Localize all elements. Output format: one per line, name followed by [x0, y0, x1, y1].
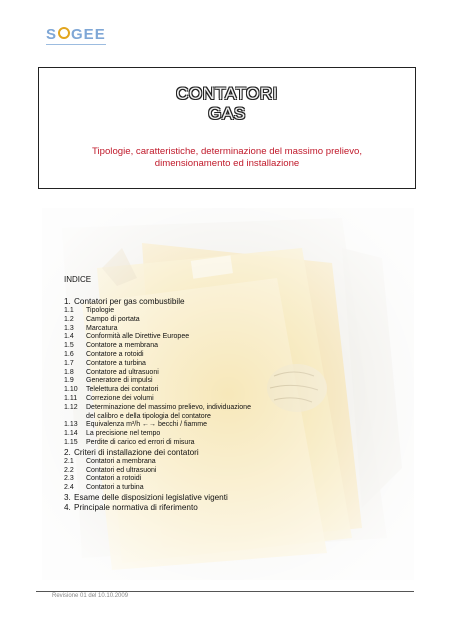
toc-label: Correzione dei volumi	[86, 394, 154, 402]
footer-divider	[36, 591, 414, 592]
toc-number: 1.	[64, 297, 71, 306]
toc-item	[64, 421, 404, 430]
toc-label: Generatore di impulsi	[86, 377, 153, 385]
toc-number: 2.2	[64, 466, 74, 474]
toc-number: 2.4	[64, 484, 74, 492]
toc-item	[64, 395, 404, 404]
toc-label: Equivalenza m³/h ←→ becchi / fiamme	[86, 421, 207, 429]
toc-item	[64, 360, 404, 369]
index-title: INDICE	[64, 275, 92, 284]
toc-section-4	[64, 503, 404, 513]
toc-label: Contatori a rotoidi	[86, 475, 142, 483]
toc-number: 2.1	[64, 457, 74, 465]
toc-number: 1.2	[64, 315, 74, 323]
toc-item	[64, 467, 404, 476]
toc-label: Principale normativa di riferimento	[74, 502, 198, 512]
toc-label: La precisione nel tempo	[86, 430, 161, 438]
toc-item	[64, 325, 404, 334]
toc-number: 4.	[64, 502, 71, 512]
toc-number: 1.8	[64, 368, 74, 376]
toc-item	[64, 458, 404, 467]
toc-item	[64, 307, 404, 316]
toc-label: Contatore a turbina	[86, 359, 146, 367]
toc-number: 2.	[64, 447, 71, 457]
logo-letters-gee: GEE	[71, 25, 106, 43]
toc-item-continuation	[64, 413, 404, 422]
toc-item	[64, 342, 404, 351]
toc-item	[64, 386, 404, 395]
toc-section-1	[64, 297, 404, 307]
toc-number: 1.13	[64, 421, 78, 429]
toc-number: 1.6	[64, 350, 74, 358]
toc-label: Conformità alle Direttive Europee	[86, 333, 190, 341]
subtitle-line-2: dimensionamento ed installazione	[154, 158, 300, 169]
toc-item	[64, 333, 404, 342]
toc-label: Contatore ad ultrasuoni	[86, 368, 159, 376]
logo-o-circle-icon	[58, 27, 70, 39]
toc-number: 3.	[64, 492, 71, 502]
toc-label: Contatore a rotoidi	[86, 350, 144, 358]
toc-label: Marcatura	[86, 324, 118, 332]
toc-label: Perdite di carico ed errori di misura	[86, 438, 195, 446]
toc-item	[64, 404, 404, 413]
toc-number: 1.7	[64, 359, 74, 367]
table-of-contents	[64, 275, 404, 513]
toc-item	[64, 439, 404, 448]
toc-section-2	[64, 448, 404, 458]
toc-item	[64, 351, 404, 360]
toc-item	[64, 369, 404, 378]
toc-label: Contatore a membrana	[86, 342, 158, 350]
toc-label: Contatori per gas combustibile	[74, 297, 185, 306]
toc-label: Criteri di installazione dei contatori	[74, 447, 199, 457]
toc-label: del calibro e della tipologia del contatore	[86, 412, 211, 420]
toc-number: 1.14	[64, 430, 78, 438]
toc-number: 1.12	[64, 403, 78, 411]
toc-item	[64, 475, 404, 484]
toc-number: 1.9	[64, 377, 74, 385]
subtitle	[45, 146, 409, 170]
sogee-logo	[46, 24, 106, 44]
toc-number: 1.10	[64, 386, 78, 394]
toc-item	[64, 484, 404, 493]
toc-label: Campo di portata	[86, 315, 140, 323]
logo-letter-s: S	[46, 25, 58, 43]
toc-item	[64, 430, 404, 439]
toc-label: Contatori ed ultrasuoni	[86, 466, 157, 474]
toc-number: 1.5	[64, 342, 74, 350]
toc-label: Esame delle disposizioni legislative vigenti	[74, 492, 228, 502]
toc-number: 1.3	[64, 324, 74, 332]
toc-number: 1.15	[64, 438, 78, 446]
toc-label: Tipologie	[86, 307, 115, 314]
toc-item	[64, 316, 404, 325]
title-box	[38, 67, 416, 189]
toc-number: 1.11	[64, 394, 78, 402]
revision-footer: Revisione 01 del 10.10.2009	[52, 593, 129, 599]
toc-label: Telelettura dei contatori	[86, 386, 159, 394]
subtitle-line-1: Tipologie, caratteristiche, determinazione del massimo prelievo,	[92, 146, 362, 157]
toc-number: 2.3	[64, 475, 74, 483]
toc-label: Contatori a turbina	[86, 484, 144, 492]
toc-number: 1.1	[64, 307, 74, 314]
toc-label: Determinazione del massimo prelievo, individuazione	[86, 403, 251, 411]
toc-item	[64, 377, 404, 386]
logo-underline	[46, 44, 106, 45]
toc-number: 1.4	[64, 333, 74, 341]
toc-section-3	[64, 493, 404, 503]
toc-label: Contatori a membrana	[86, 457, 156, 465]
title-line-2: GAS	[208, 104, 246, 123]
title-line-1: CONTATORI	[176, 84, 278, 103]
